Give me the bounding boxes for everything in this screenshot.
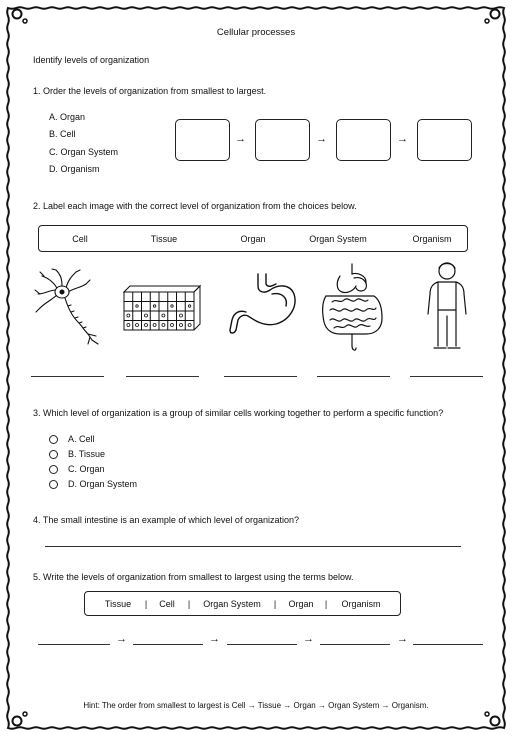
digestive-system-icon (318, 262, 388, 354)
q1-arrow-2: → (316, 133, 327, 145)
q5-arrow-3: → (303, 633, 314, 645)
q1-answer-box-1[interactable] (175, 119, 230, 161)
q3-option-b: B. Tissue (68, 449, 106, 459)
q5-answer-line-5[interactable] (413, 644, 483, 645)
q3-option-d: D. Organ System (68, 479, 138, 489)
q5-answer-line-1[interactable] (38, 644, 110, 645)
neuron-cell-icon (32, 268, 104, 348)
q1-answer-box-3[interactable] (336, 119, 391, 161)
hint-text: Hint: The order from smallest to largest is Cell → Tissue → Organ → Organ System → Organism. (83, 701, 429, 710)
stomach-icon (228, 272, 300, 340)
q5-arrow-1: → (116, 633, 127, 645)
q3-radio-b[interactable] (49, 450, 58, 459)
q5-term-organ-system: Organ System (203, 599, 261, 609)
q5-answer-line-2[interactable] (133, 644, 203, 645)
q1-option-b: B. Cell (49, 129, 76, 139)
q5-term-tissue: Tissue (104, 599, 132, 609)
q1-option-a: A. Organ (49, 112, 86, 122)
q2-answer-line-2[interactable] (126, 376, 199, 377)
q1-prompt: 1. Order the levels of organization from smallest to largest. (33, 86, 267, 96)
q2-choice-cell: Cell (72, 234, 88, 244)
q5-term-organ: Organ (288, 599, 314, 609)
q5-term-cell: Cell (159, 599, 175, 609)
q2-prompt: 2. Label each image with the correct level of organization from the choices below. (33, 201, 357, 211)
q3-prompt: 3. Which level of organization is a group of similar cells working together to perform a specific function? (33, 408, 444, 418)
q1-answer-box-2[interactable] (255, 119, 310, 161)
q3-radio-a[interactable] (49, 435, 58, 444)
corner-circles-icon (13, 10, 500, 726)
q5-separator: | (324, 599, 328, 609)
q4-answer-line[interactable] (45, 546, 461, 547)
q2-choices-bank (38, 225, 468, 252)
q2-answer-line-4[interactable] (317, 376, 390, 377)
q3-radio-d[interactable] (49, 480, 58, 489)
q2-answer-line-1[interactable] (31, 376, 104, 377)
q4-prompt: 4. The small intestine is an example of which level of organization? (33, 515, 299, 525)
q2-answer-line-5[interactable] (410, 376, 483, 377)
q5-answer-line-4[interactable] (320, 644, 390, 645)
page-title: Cellular processes (216, 27, 296, 38)
q2-choice-tissue: Tissue (150, 234, 178, 244)
q5-arrow-4: → (397, 633, 408, 645)
q3-option-c: C. Organ (68, 464, 105, 474)
q5-word-bank (84, 591, 401, 616)
q2-choice-organ: Organ (240, 234, 266, 244)
q3-option-a: A. Cell (68, 434, 95, 444)
tissue-grid-icon (120, 284, 202, 334)
q1-option-d: D. Organism (49, 164, 100, 174)
person-icon (422, 260, 472, 354)
q5-separator: | (273, 599, 277, 609)
worksheet-subtitle: Identify levels of organization (33, 55, 150, 65)
q2-choice-organ-system: Organ System (309, 234, 367, 244)
q1-option-c: C. Organ System (49, 147, 119, 157)
q5-separator: | (144, 599, 148, 609)
q1-answer-box-4[interactable] (417, 119, 472, 161)
q2-answer-line-3[interactable] (224, 376, 297, 377)
q5-answer-line-3[interactable] (227, 644, 297, 645)
q1-arrow-3: → (397, 133, 408, 145)
q3-radio-c[interactable] (49, 465, 58, 474)
q5-prompt: 5. Write the levels of organization from smallest to largest using the terms below. (33, 572, 354, 582)
q1-arrow-1: → (235, 133, 246, 145)
q5-separator: | (187, 599, 191, 609)
q2-choice-organism: Organism (412, 234, 452, 244)
q5-term-organism: Organism (341, 599, 381, 609)
q5-arrow-2: → (209, 633, 220, 645)
